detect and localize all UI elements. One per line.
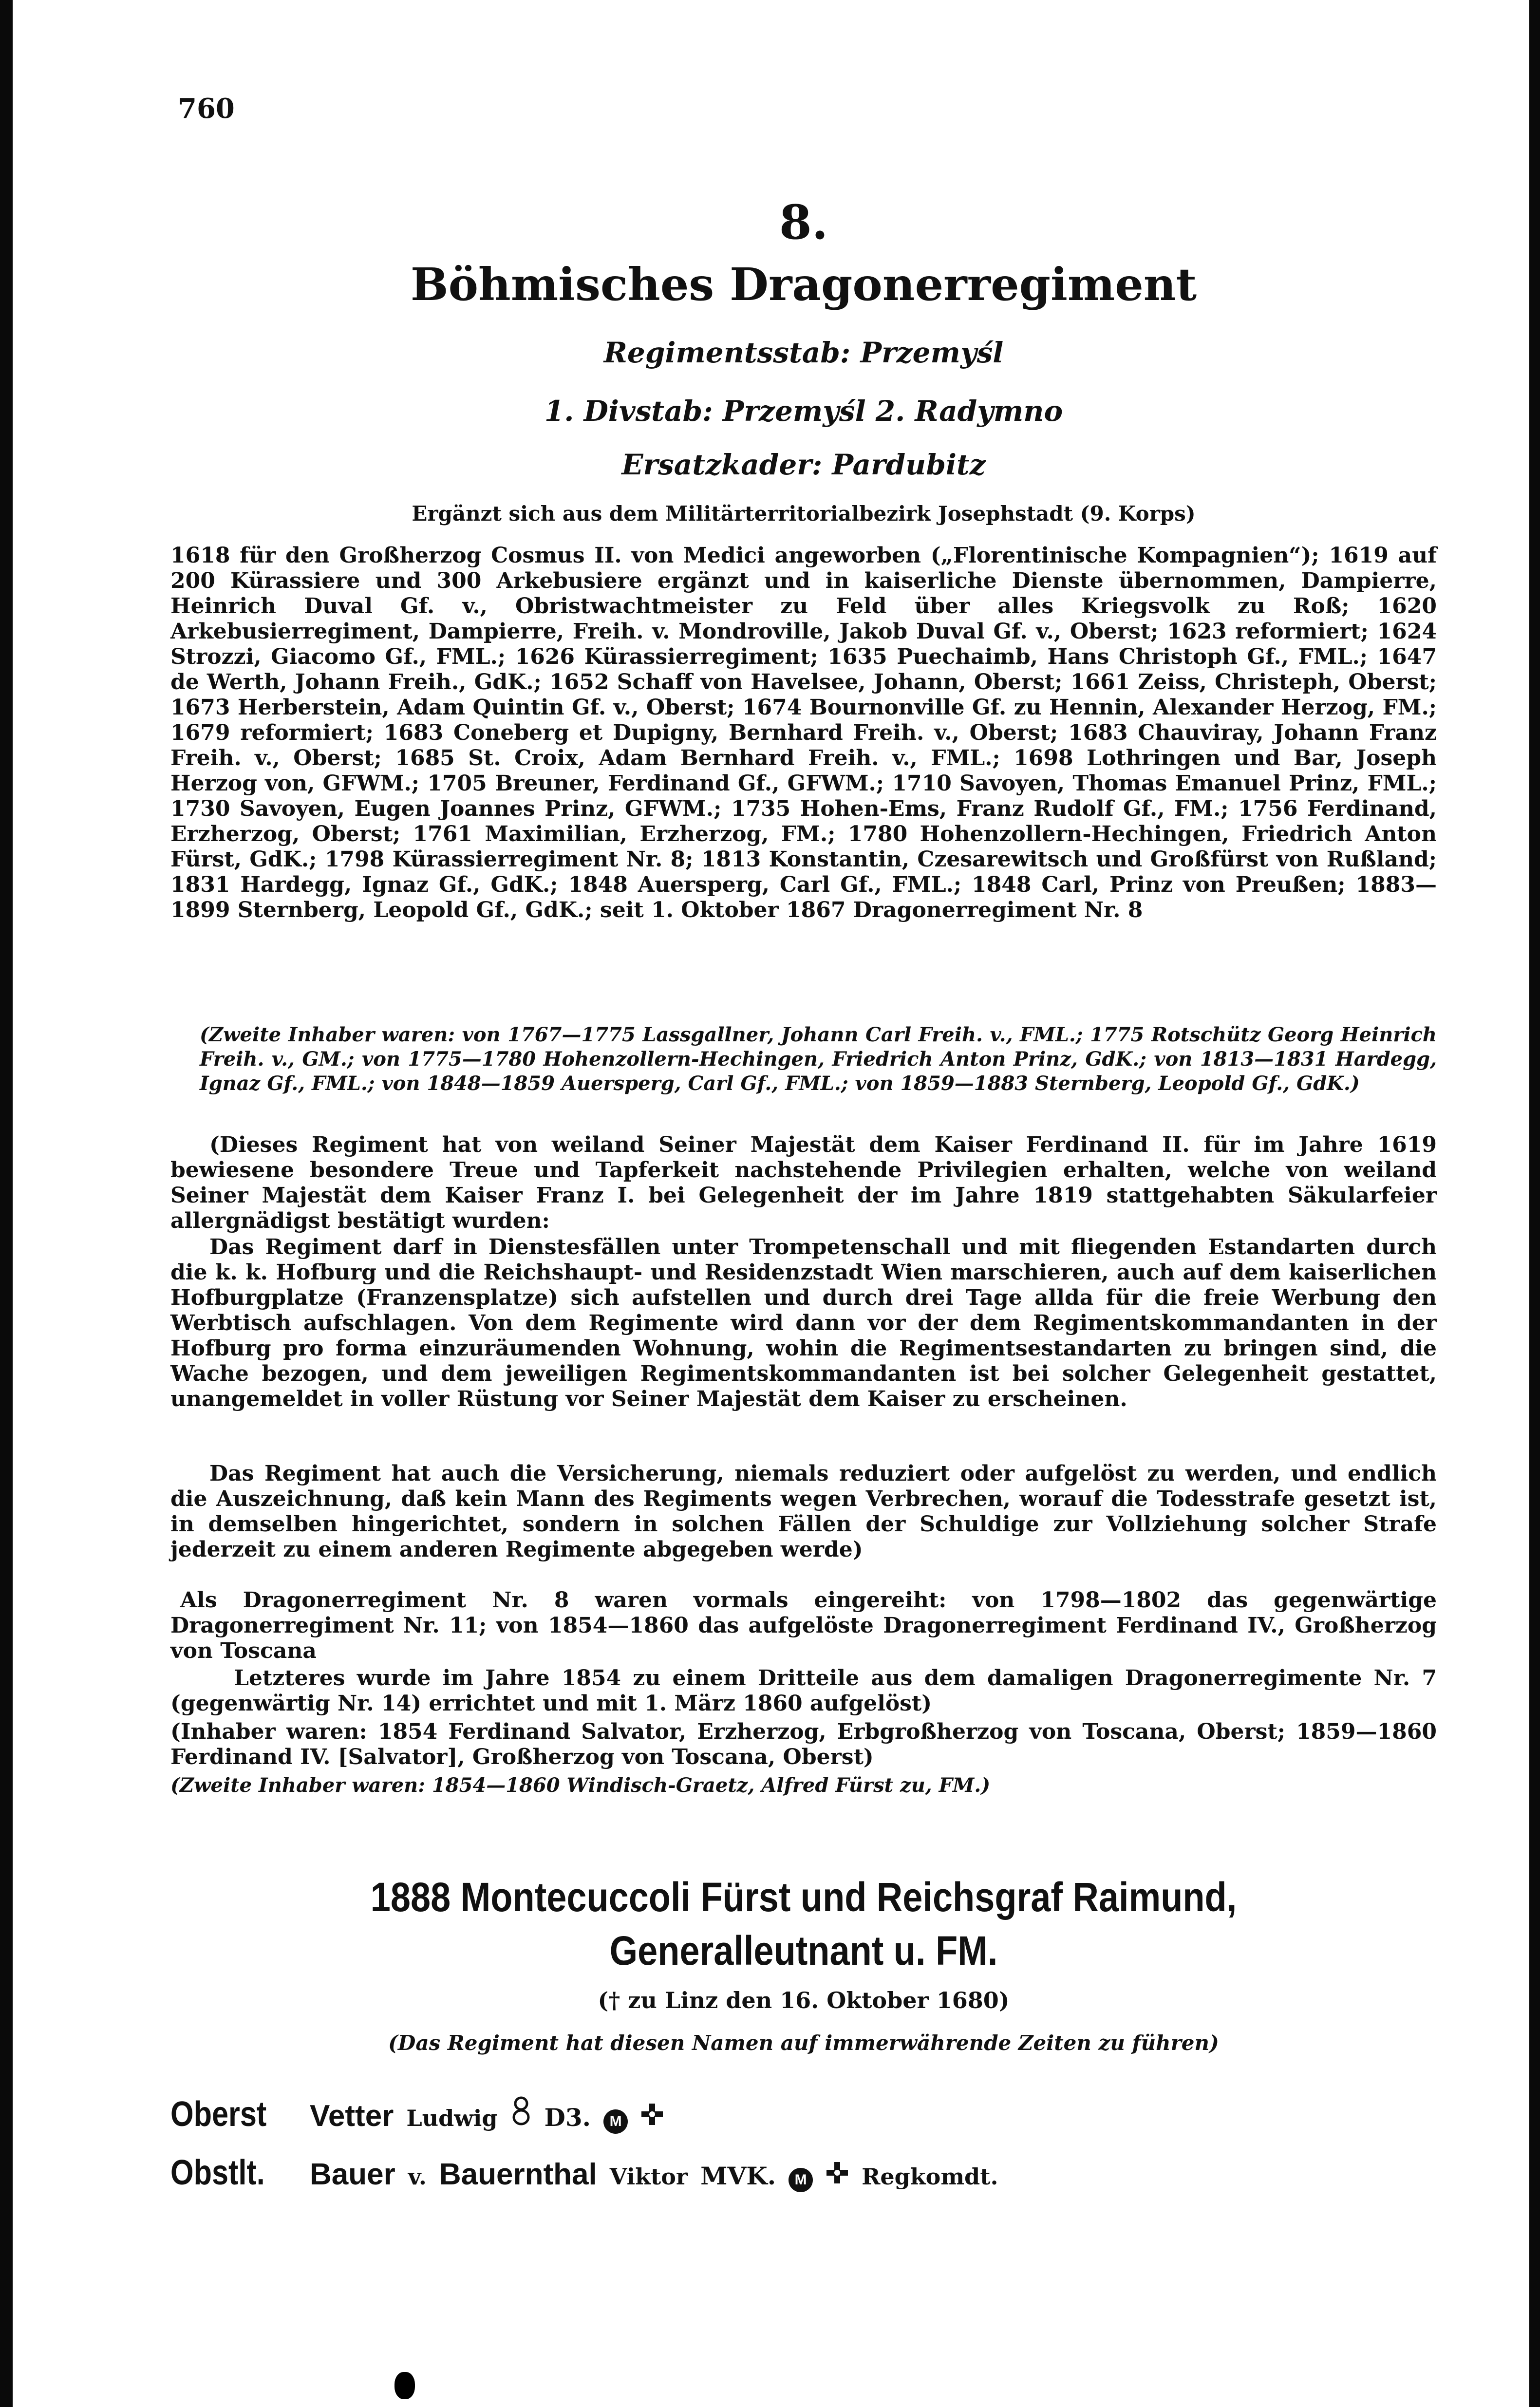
officer-rank: Oberst	[170, 2095, 267, 2134]
officer-surname-2: Bauernthal	[439, 2158, 597, 2191]
page-title: Böhmisches Dragonerregiment	[410, 258, 1197, 311]
officer-particle: v.	[408, 2163, 427, 2190]
officer-row	[170, 2153, 998, 2193]
officer-decorations: D3.	[544, 2103, 591, 2132]
regiment-staff: Regimentsstab: Przemyśl	[603, 336, 1004, 369]
division-staff: 1. Divstab: Przemyśl 2. Radymno	[544, 395, 1063, 428]
name-perpetuity-note: (Das Regiment hat diesen Namen auf immerwährende Zeiten zu führen)	[388, 2031, 1219, 2055]
officer-surname: Vetter	[310, 2099, 394, 2133]
former-regiment-note: Letzteres wurde im Jahre 1854 zu einem Dritteile aus dem damaligen Dragonerregimente Nr. 7 (gegenwärtig Nr. 14) errichtet und mit 1. März 1860 aufgelöst)	[170, 1666, 1437, 1716]
ink-stain	[394, 2372, 415, 2399]
regiment-namesake: 1888 Montecuccoli Fürst und Reichsgraf Raimund, Generalleutnant u. FM.	[370, 1874, 1237, 1974]
officer-given-name: Ludwig	[406, 2105, 498, 2131]
cross-medal-icon	[640, 2103, 664, 2126]
officer-row	[170, 2094, 664, 2134]
namesake-death-note: († zu Linz den 16. Oktober 1680)	[598, 1987, 1010, 2013]
second-owners-note: (Zweite Inhaber waren: von 1767—1775 Lassgallner, Johann Carl Freih. v., FML.; 1775 Rotschütz Georg Heinrich Freih. v., GM.; von 1775—1780 Hohenzollern-Hechingen, Friedrich Anton Prinz, GdK.; von 1813—1831 Hardegg, Ignaz Gf., FML.; von 1848—1859 Auersperg, Carl Gf., FML.; von 1859—1883 Sternberg, Leopold Gf., GdK.)	[200, 1023, 1437, 1095]
officer-given-name: Viktor	[609, 2163, 688, 2190]
merit-badge-icon: M	[789, 2168, 813, 2192]
privileges-paragraph-1: Das Regiment darf in Dienstesfällen unter Trompetenschall und mit fliegenden Estandarten durch die k. k. Hofburg und die Reichshaupt- und Residenzstadt Wien marschieren, auch auf dem kaiserlichen Hofburgplatze (Franzensplatze) sich aufstellen und durch drei Tage allda für die freie Werbung den Werbtisch aufschlagen. Von dem Regimente wird dann vor der dem Regimentskommandanten in der Hofburg pro forma einzuräumenden Wohnung, wohin die Regimentsestandarten zu bringen sind, die Wache bezogen, und dem jeweiligen Regimentskommandanten ist bei solcher Gelegenheit gestattet, unangemeldet in voller Rüstung vor Seiner Majestät dem Kaiser zu erscheinen.	[170, 1235, 1437, 1411]
document-page	[170, 73, 1437, 2362]
section-number: 8.	[779, 195, 828, 250]
decoration-knot-icon	[510, 2096, 532, 2126]
scan-border-left	[0, 0, 13, 2407]
former-regiments: Als Dragonerregiment Nr. 8 waren vormals eingereiht: von 1798—1802 das gegenwärtige Dragonerregiment Nr. 11; von 1854—1860 das aufgelöste Dragonerregiment Ferdinand IV., Großherzog von Toscana	[170, 1588, 1437, 1663]
former-owners: (Inhaber waren: 1854 Ferdinand Salvator, Erzherzog, Erbgroßherzog von Toscana, Oberst; 1859—1860 Ferdinand IV. [Salvator], Großherzog von Toscana, Oberst)	[170, 1719, 1437, 1769]
scan-border-right	[1529, 0, 1540, 2407]
officer-rank: Obstlt.	[170, 2153, 265, 2192]
privileges-paragraph-2: Das Regiment hat auch die Versicherung, niemals reduziert oder aufgelöst zu werden, und endlich die Auszeichnung, daß kein Mann des Regiments wegen Verbrechen, worauf die Todesstrafe gesetzt ist, in demselben hingerichtet, sondern in solchen Fällen der Schuldige zur Vollziehung solcher Strafe jederzeit zu einem anderen Regimente abgegeben werde)	[170, 1461, 1437, 1562]
officer-decorations: MVK.	[700, 2162, 776, 2190]
former-second-owners: (Zweite Inhaber waren: 1854—1860 Windisch-Graetz, Alfred Fürst zu, FM.)	[170, 1774, 991, 1797]
officer-role: Regkomdt.	[862, 2163, 998, 2190]
page-number: 760	[178, 93, 235, 125]
recruitment-district: Ergänzt sich aus dem Militärterritorialbezirk Josephstadt (9. Korps)	[412, 502, 1196, 526]
privileges-intro: (Dieses Regiment hat von weiland Seiner Majestät dem Kaiser Ferdinand II. für im Jahre 1619 bewiesene besondere Treue und Tapferkeit nachstehende Privilegien erhalten, welche von weiland Seiner Majestät dem Kaiser Franz I. bei Gelegenheit der im Jahre 1819 stattgehabten Säkularfeier allergnädigst bestätigt wurden:	[170, 1132, 1437, 1233]
cross-medal-icon	[826, 2161, 849, 2184]
merit-badge-icon: M	[603, 2109, 628, 2134]
officer-surname: Bauer	[310, 2158, 395, 2191]
reserve-cadre: Ersatzkader: Pardubitz	[621, 448, 986, 481]
regiment-history: 1618 für den Großherzog Cosmus II. von Medici angeworben („Florentinische Kompagnien“); 1619 auf 200 Kürassiere und 300 Arkebusiere ergänzt und in kaiserliche Dienste übernommen, Dampierre, Heinrich Duval Gf. v., Obristwachtmeister zu Feld über alles Kriegsvolk zu Roß; 1620 Arkebusierregiment, Dampierre, Freih. v. Mondroville, Jakob Duval Gf. v., Oberst; 1623 reformiert; 1624 Strozzi, Giacomo Gf., FML.; 1626 Kürassierregiment; 1635 Puechaimb, Hans Christoph Gf., FML.; 1647 de Werth, Johann Freih., GdK.; 1652 Schaff von Havelsee, Johann, Oberst; 1661 Zeiss, Christeph, Oberst; 1673 Herberstein, Adam Quintin Gf. v., Oberst; 1674 Bournonville Gf. zu Hennin, Alexander Herzog, FM.; 1679 reformiert; 1683 Coneberg et Dupigny, Bernhard Freih. v., Oberst; 1683 Chauviray, Johann Franz Freih. v., Oberst; 1685 St. Croix, Adam Bernhard Freih. v., FML.; 1698 Lothringen und Bar, Joseph Herzog von, GFWM.; 1705 Breuner, Ferdinand Gf., GFWM.; 1710 Savoyen, Thomas Emanuel Prinz, FML.; 1730 Savoyen, Eugen Joannes Prinz, GFWM.; 1735 Hohen-Ems, Franz Rudolf Gf., FM.; 1756 Ferdinand, Erzherzog, Oberst; 1761 Maximilian, Erzherzog, FM.; 1780 Hohenzollern-Hechingen, Friedrich Anton Fürst, GdK.; 1798 Kürassierregiment Nr. 8; 1813 Konstantin, Czesarewitsch und Großfürst von Rußland; 1831 Hardegg, Ignaz Gf., GdK.; 1848 Auersperg, Carl Gf., FML.; 1848 Carl, Prinz von Preußen; 1883—1899 Sternberg, Leopold Gf., GdK.; seit 1. Oktober 1867 Dragonerregiment Nr. 8	[170, 543, 1437, 922]
